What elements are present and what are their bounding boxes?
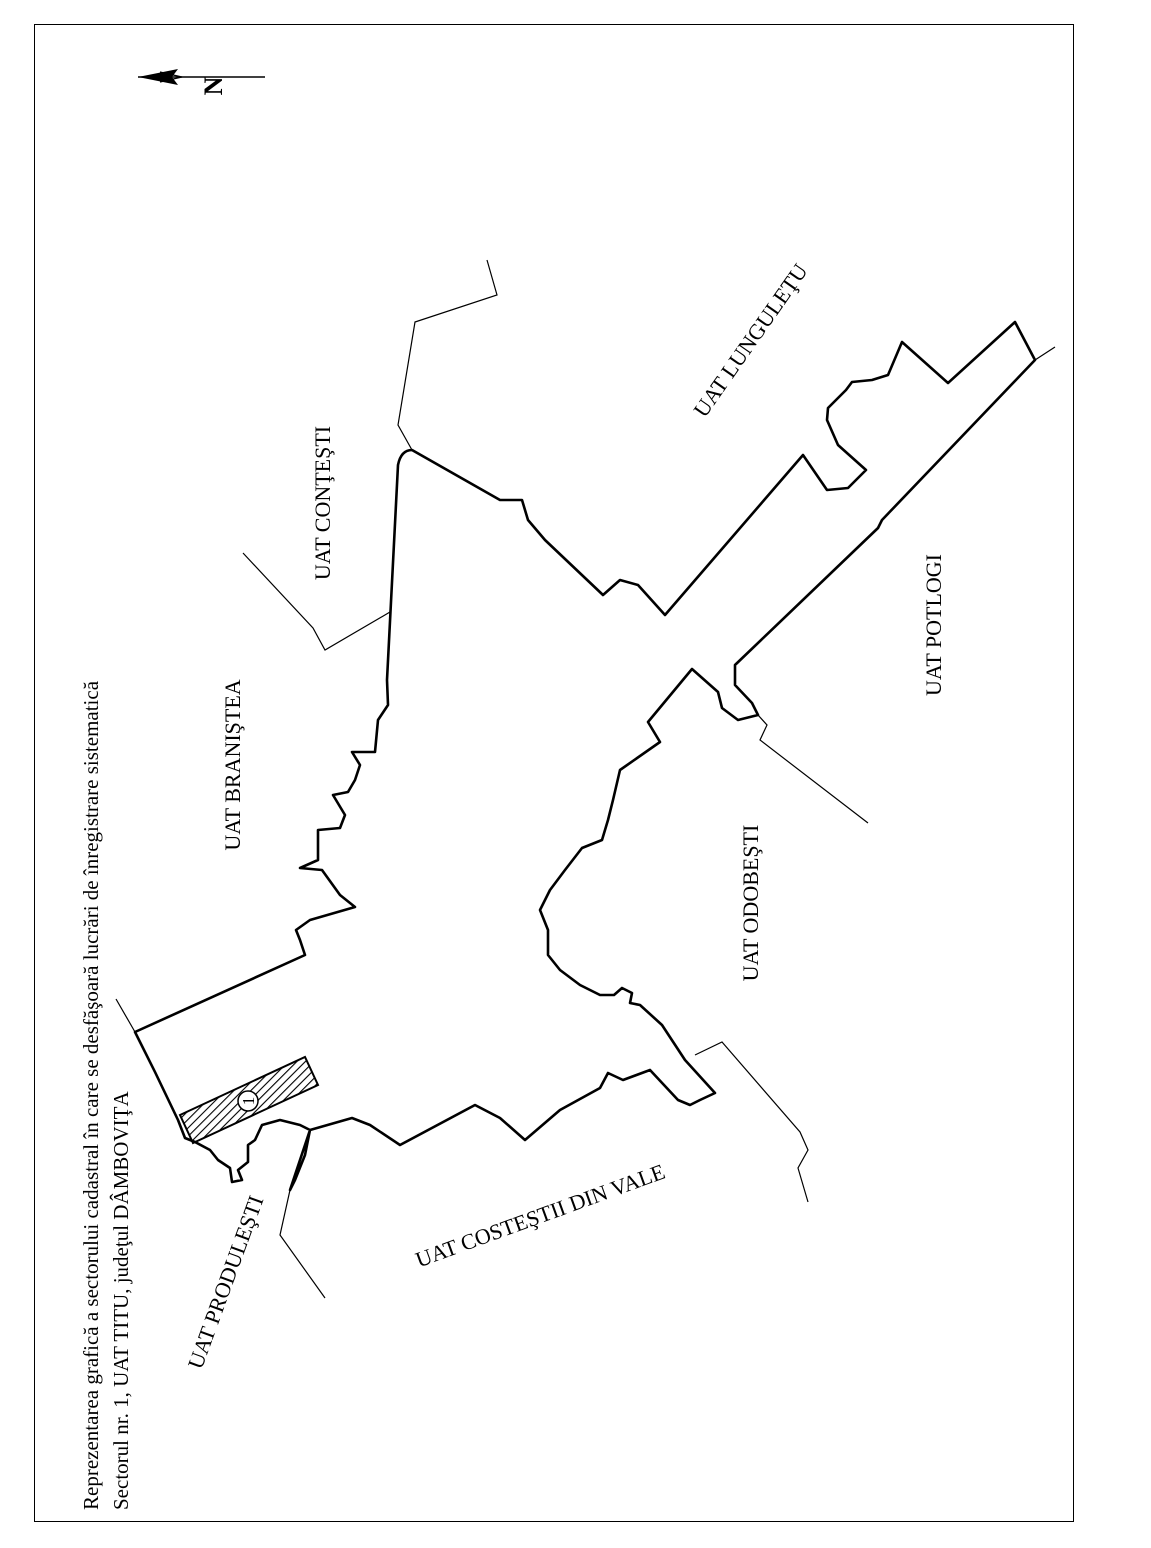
label-uat-odobesti: UAT ODOBEŞTI	[738, 824, 763, 982]
label-uat-branistea: UAT BRANIŞTEA	[220, 679, 245, 851]
label-uat-costestii: UAT COSTEŞTII DIN VALE	[412, 1158, 669, 1273]
sector-number: 1	[239, 1096, 258, 1106]
map-title-line1: Reprezentarea grafică a sectorului cadastral în care se desfăşoară lucrări de înregistrare sistematică	[79, 680, 103, 1510]
boundary-odobesti-costestii	[695, 1042, 808, 1202]
label-uat-contesti: UAT CONŢEŞTI	[310, 425, 335, 581]
label-uat-produlesti: UAT PRODULEŞTI	[182, 1192, 269, 1373]
label-uat-potlogi: UAT POTLOGI	[921, 554, 946, 696]
boundary-contesti-lunguletu	[398, 260, 497, 450]
north-label: N	[199, 76, 228, 96]
boundary-branistea-produlesti	[116, 999, 135, 1032]
sector-1-area	[180, 1057, 318, 1143]
boundary-lunguletu-potlogi	[1035, 347, 1055, 360]
label-uat-lunguletu: UAT LUNGULEŢU	[688, 258, 813, 422]
uat-titu-boundary	[135, 322, 1035, 1190]
boundary-potlogi-odobesti	[758, 715, 868, 823]
boundary-costestii-produlesti	[280, 1190, 325, 1298]
north-arrow-icon	[138, 69, 265, 95]
map-title-line2: Sectorul nr. 1, UAT TITU, judeţul DÂMBOVIŢA	[109, 1091, 133, 1510]
